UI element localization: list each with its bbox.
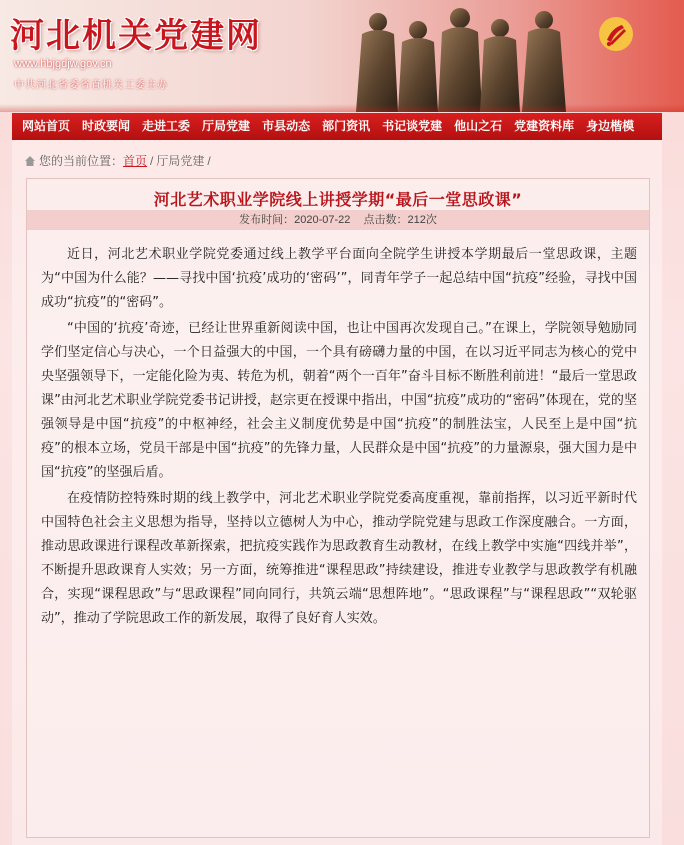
breadcrumb-separator: / xyxy=(150,153,154,168)
nav-politics-news[interactable]: 时政要闻 xyxy=(82,119,131,133)
site-url: www.hbjgdjw.gov.cn xyxy=(14,58,112,70)
nav-home[interactable]: 网站首页 xyxy=(22,119,71,133)
clicks-label: 点击数： xyxy=(363,214,408,226)
site-banner xyxy=(0,0,684,112)
revolutionary-statue-image xyxy=(348,0,580,112)
breadcrumb-current-link[interactable]: 厅局党建 xyxy=(156,154,205,168)
breadcrumb-home-link[interactable]: 首页 xyxy=(123,154,148,168)
article-title: 河北艺术职业学院线上讲授学期“最后一堂思政课” xyxy=(153,190,523,209)
publish-date: 2020-07-22 xyxy=(294,214,351,226)
breadcrumb-separator: / xyxy=(207,153,211,168)
nav-other-stones[interactable]: 他山之石 xyxy=(454,119,503,133)
location-icon xyxy=(24,155,36,167)
party-emblem-icon xyxy=(598,16,634,52)
article-paragraph: 近日，河北艺术职业学院党委通过线上教学平台面向全院学生讲授本学期最后一堂思政课，主题为“中国为什么能？——寻找中国‘抗疫’成功的‘密码’”，同青年学子一起总结中国“抗疫”经验，寻找中国成功“抗疫”的“密码”。 xyxy=(41,247,637,310)
nav-resource-library[interactable]: 党建资料库 xyxy=(514,119,575,133)
nav-about-committee[interactable]: 走进工委 xyxy=(142,119,191,133)
nav-department-party-building[interactable]: 厅局党建 xyxy=(202,119,251,133)
content-area xyxy=(12,140,662,845)
article-paragraph: “中国的‘抗疫’奇迹，已经让世界重新阅读中国，也让中国再次发现自己。”在课上，学院领导勉励同学们坚定信心与决心，一个日益强大的中国，一个具有磅礴力量的中国，在以习近平同志为核心的党中央坚强领导下，一定能化险为夷、转危为机，朝着“两个一百年”奋斗目标不断胜利前进！“最后一堂思政课”由河北艺术职业学院党委书记讲授，赵宗更在授课中指出，中国“抗疫”成功的“密码”体现在，党的坚强领导是中国“抗疫”的中枢神经，社会主义制度优势是中国“抗疫”的制胜法宝，人民至上是中国“抗疫”的根本立场，党员干部是中国“抗疫”的先锋力量，人民群众是中国“抗疫”的力量源泉，强大国力是中国“抗疫”的坚强后盾。 xyxy=(41,321,637,480)
nav-department-info[interactable]: 部门资讯 xyxy=(322,119,371,133)
nav-secretary-talks[interactable]: 书记谈党建 xyxy=(382,119,443,133)
site-subtitle: 中共河北省委省直机关工委主办 xyxy=(14,80,168,91)
breadcrumb xyxy=(24,152,214,169)
article-body xyxy=(41,243,637,633)
nav-role-models[interactable]: 身边楷模 xyxy=(586,119,635,133)
article xyxy=(26,178,650,838)
click-count: 212次 xyxy=(407,214,437,226)
article-paragraph: 在疫情防控特殊时期的线上教学中，河北艺术职业学院党委高度重视，靠前指挥，以习近平新时代中国特色社会主义思想为指导，坚持以立德树人为中心，推动学院党建与思政工作深度融合。一方面，推动思政课进行课程改革新探索，把抗疫实践作为思政教育生动教材，在线上教学中实施“四线并举”，不断提升思政课育人实效；另一方面，统筹推进“课程思政”持续建设，推进专业教学与思政教学有机融合，实现“课程思政”与“思政课程”同向同行，共筑云端“思想阵地”。“思政课程”与“课程思政”“双轮驱动”，推动了学院思政工作的新发展，取得了良好育人实效。 xyxy=(41,491,637,626)
nav-city-county-news[interactable]: 市县动态 xyxy=(262,119,311,133)
publish-label: 发布时间： xyxy=(239,214,295,226)
site-title[interactable]: 河北机关党建网 xyxy=(10,16,262,56)
article-meta xyxy=(27,210,649,230)
breadcrumb-label: 您的当前位置： xyxy=(39,154,124,168)
main-nav xyxy=(12,113,662,140)
